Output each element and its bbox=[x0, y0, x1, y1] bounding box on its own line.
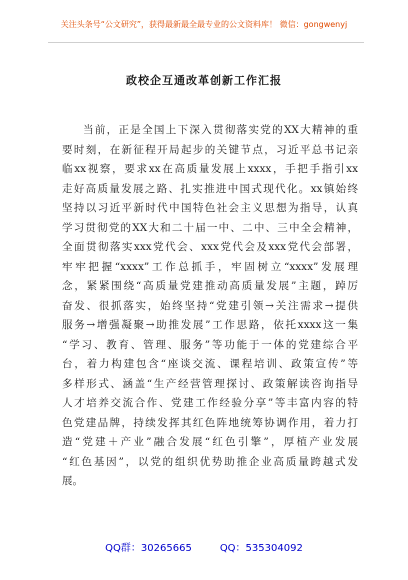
body-line: 要时刻，在新征程开局起步的关键节点，习近平总书记亲 bbox=[62, 143, 358, 156]
body-line: 全面贯彻落实xxx党代会、xxx党代会及xxx党代会部署， bbox=[62, 241, 358, 253]
body-line: “学习、教育、管理、服务”等功能于一体的党建综合平 bbox=[62, 338, 358, 351]
body-line: 走好高质量发展之路、扎实推进中国式现代化。xx镇始终 bbox=[62, 182, 358, 195]
header-divider bbox=[48, 42, 364, 43]
body-line: 造“党建＋产业”融合发展“红色引擎”，厚植产业发展 bbox=[62, 436, 358, 448]
body-line: 服务→增强凝聚→助推发展”工作思路，依托xxxx这一集 bbox=[62, 319, 358, 331]
body-line: 学习贯彻党的XX大和二十届一中、二中、三中全会精神， bbox=[62, 221, 358, 234]
body-line: 坚持以习近平新时代中国特色社会主义思想为指导，认真 bbox=[62, 202, 358, 214]
body-line: 念，紧紧围绕“高质量党建推动高质量发展”主题，踔厉 bbox=[62, 280, 358, 292]
header-promo-note: 关注头条号“公文研究”，获得最新最全最专业的公文资料库！ 微信：gongwenyj bbox=[60, 20, 348, 29]
body-line: 临xx视察，要求xx在高质量发展上xxxx，手把手指引xx bbox=[62, 163, 358, 175]
body-line: 多样形式、涵盖“生产经营管理探讨、政策解读咨询指导 bbox=[62, 377, 358, 390]
footer-contact bbox=[0, 542, 408, 555]
body-line: “红色基因”，以党的组织优势助推企业高质量跨越式发 bbox=[62, 455, 358, 468]
body-line: 台，着力构建包含“座谈交流、课程培训、政策宣传”等 bbox=[62, 358, 358, 370]
body-line: 奋发、很抓落实，始终坚持“党建引领→关注需求→提供 bbox=[62, 299, 358, 312]
document-title: 政校企互通改革创新工作汇报 bbox=[126, 74, 282, 87]
body-line: 人才培养交流合作、党建工作经验分享”等丰富内容的特 bbox=[62, 397, 358, 409]
footer-qq-group: QQ群：30265665 bbox=[105, 543, 192, 554]
body-line: 牢牢把握“xxxx”工作总抓手，牢固树立“xxxx”发展理 bbox=[62, 260, 358, 273]
body-line: 色党建品牌，持续发挥其红色阵地统筹协调作用，着力打 bbox=[62, 416, 358, 429]
document-body bbox=[62, 121, 358, 492]
body-line: 展。 bbox=[62, 475, 83, 487]
body-line: 当前，正是全国上下深入贯彻落实党的XX大精神的重 bbox=[83, 124, 358, 136]
footer-qq-number: QQ：535304092 bbox=[219, 543, 303, 554]
